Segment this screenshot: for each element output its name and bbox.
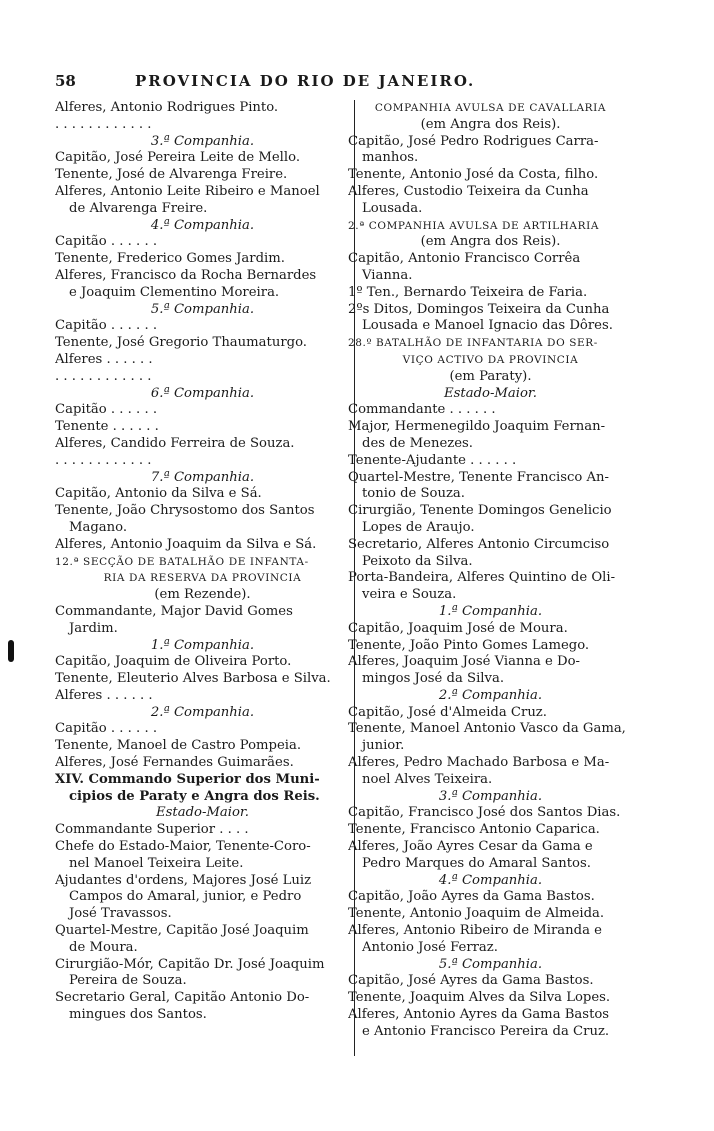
text-line: COMPANHIA AVULSA DE CAVALLARIA [374,102,607,114]
text-line: Estado-Maior. [444,385,537,401]
right-column [348,100,633,1041]
text-line: Pereira de Souza. [69,973,187,989]
text-line: Tenente, José Gregorio Thaumaturgo. [55,335,307,351]
text-line: Commandante, Major David Gomes [55,603,293,619]
text-line: Tenente, Antonio José da Costa, filho. [348,167,599,183]
page-title: PROVINCIA DO RIO DE JANEIRO. [135,72,476,90]
running-header [55,72,655,96]
text-line: Capitão, José Pereira Leite de Mello. [55,150,301,166]
text-line: Alferes, Candido Ferreira de Souza. [55,435,295,451]
text-line: Secretario Geral, Capitão Antonio Do- [55,990,310,1006]
text-line: Lousada e Manoel Ignacio das Dôres. [362,318,613,334]
text-line: tonio de Souza. [362,486,465,502]
text-line: Jardim. [69,620,118,636]
text-line: nel Manoel Teixeira Leite. [69,855,244,871]
text-line: Tenente, João Pinto Gomes Lamego. [348,637,590,653]
text-line: (em Angra dos Reis). [420,234,561,250]
text-line: Vianna. [362,267,413,283]
text-line: Quartel-Mestre, Tenente Francisco An- [348,469,609,485]
text-line: Alferes, João Ayres Cesar da Gama e [348,839,593,855]
text-line: Alferes, José Fernandes Guimarães. [55,755,294,771]
text-line: cipios de Paraty e Angra dos Reis. [69,788,320,804]
text-line: XIV. Commando Superior dos Muni- [55,771,320,787]
text-line: Quartel-Mestre, Capitão José Joaquim [55,923,309,939]
text-line: . . . . . . . . . . . . [55,116,152,132]
text-line: noel Alves Teixeira. [362,771,493,787]
text-line: Alferes, Pedro Machado Barbosa e Ma- [348,755,610,771]
text-line: 7.ª Companhia. [150,469,255,485]
text-line: Alferes, Francisco da Rocha Bernardes [55,267,317,283]
text-line: Secretario, Alferes Antonio Circumciso [348,536,610,552]
text-line: Capitão, Joaquim José de Moura. [348,620,568,636]
text-line: (em Angra dos Reis). [420,116,561,132]
text-line: Alferes, Antonio Ribeiro de Miranda e [348,923,602,939]
text-line: Tenente, Frederico Gomes Jardim. [55,251,285,267]
text-line: Capitão, João Ayres da Gama Bastos. [348,889,595,905]
text-line: RIA DA RESERVA DA PROVINCIA [103,572,302,585]
text-line: 2.ª Companhia. [438,687,543,703]
text-line: Tenente, Manoel Antonio Vasco da Gama, [348,721,626,737]
text-line: junior. [362,738,405,754]
text-line: 1º Ten., Bernardo Teixeira de Faria. [348,284,588,300]
text-line: Capitão, Antonio da Silva e Sá. [55,486,262,502]
text-line: 2.ª Companhia. [150,704,255,720]
text-line: Alferes, Antonio Leite Ribeiro e Manoel [55,183,320,199]
text-line: e Joaquim Clementino Moreira. [69,284,280,300]
text-line: Tenente, João Chrysostomo dos Santos [55,503,315,519]
text-line: (em Rezende). [154,587,251,603]
text-line: Tenente, Manoel de Castro Pompeia. [55,738,302,754]
text-line: Pedro Marques do Amaral Santos. [362,855,591,871]
text-line: de Alvarenga Freire. [69,200,208,216]
text-line: Alferes, Antonio Ayres da Gama Bastos [348,1007,610,1023]
text-line: Magano. [69,519,128,535]
text-line: Capitão . . . . . . [55,234,158,250]
text-line: Lopes de Araujo. [362,519,475,535]
text-line: 2ºs Ditos, Domingos Teixeira da Cunha [348,301,610,317]
text-line: 3.ª Companhia. [438,788,543,804]
text-line: 6.ª Companhia. [150,385,255,401]
text-line: Cirurgião-Mór, Capitão Dr. José Joaquim [55,956,325,972]
text-line: Campos do Amaral, junior, e Pedro [69,889,302,905]
text-line: Lousada. [362,200,423,216]
text-line: Capitão, Antonio Francisco Corrêa [348,251,581,267]
margin-mark [8,640,14,662]
text-line: José Travassos. [69,906,172,922]
text-line: Major, Hermenegildo Joaquim Fernan- [348,419,606,435]
text-line: 2.ª COMPANHIA AVULSA DE ARTILHARIA [348,219,600,232]
text-line: 3.ª Companhia. [150,133,255,149]
text-line: Capitão . . . . . . [55,402,158,418]
left-column [55,100,350,1024]
text-line: Peixoto da Silva. [362,553,473,569]
text-line: Tenente . . . . . . [55,419,159,435]
text-line: e Antonio Francisco Pereira da Cruz. [362,1023,610,1039]
text-line: Alferes, Custodio Teixeira da Cunha [348,183,589,199]
text-line: Tenente, Francisco Antonio Caparica. [348,822,600,838]
text-line: Tenente, José de Alvarenga Freire. [55,167,288,183]
text-line: . . . . . . . . . . . . [55,368,152,384]
text-line: Tenente-Ajudante . . . . . . [348,452,517,468]
text-line: Alferes, Joaquim José Vianna e Do- [348,654,580,670]
text-line: Estado-Maior. [156,805,249,821]
text-line: Alferes . . . . . . [55,687,153,703]
text-line: 12.ª SECÇÃO DE BATALHÃO DE INFANTA- [55,555,309,568]
text-line: veira e Souza. [362,587,457,603]
text-line: Tenente, Joaquim Alves da Silva Lopes. [348,990,611,1006]
text-line: Tenente, Antonio Joaquim de Almeida. [348,906,605,922]
text-line: Ajudantes d'ordens, Majores José Luiz [55,872,312,888]
text-line: Capitão . . . . . . [55,318,158,334]
text-line: des de Menezes. [362,435,473,451]
text-line: Capitão, José d'Almeida Cruz. [348,704,547,720]
text-line: 5.ª Companhia. [438,956,543,972]
text-line: Commandante . . . . . . [348,402,496,418]
text-line: Capitão, José Pedro Rodrigues Carra- [348,133,599,149]
text-line: mingos José da Silva. [362,671,505,687]
text-line: Capitão . . . . . . [55,721,158,737]
text-line: Capitão, José Ayres da Gama Bastos. [348,973,594,989]
text-line: mingues dos Santos. [69,1007,207,1023]
text-line: Alferes . . . . . . [55,351,153,367]
text-line: Capitão, Joaquim de Oliveira Porto. [55,654,292,670]
text-line: 1.ª Companhia. [438,603,543,619]
text-line: 4.ª Companhia. [150,217,255,233]
text-line: 28.º BATALHÃO DE INFANTARIA DO SER- [348,337,598,350]
text-line: Cirurgião, Tenente Domingos Genelicio [348,503,612,519]
text-line: (em Paraty). [449,368,532,384]
text-line: Alferes, Antonio Rodrigues Pinto. [55,100,279,115]
text-line: Alferes, Antonio Joaquim da Silva e Sá. [55,536,317,552]
text-line: de Moura. [69,939,138,955]
text-line: manhos. [362,150,419,166]
text-line: Chefe do Estado-Maior, Tenente-Coro- [55,839,311,855]
text-line: Antonio José Ferraz. [362,939,498,955]
text-line: Porta-Bandeira, Alferes Quintino de Oli- [348,570,616,586]
text-line: VIÇO ACTIVO DA PROVINCIA [402,353,579,366]
text-line: Tenente, Eleuterio Alves Barbosa e Silva. [55,671,331,687]
text-line: Commandante Superior . . . . [55,822,249,838]
page-number: 58 [55,72,76,90]
text-line: 1.ª Companhia. [150,637,255,653]
text-line: Capitão, Francisco José dos Santos Dias. [348,805,621,821]
text-line: 5.ª Companhia. [150,301,255,317]
text-line: 4.ª Companhia. [438,872,543,888]
text-line: . . . . . . . . . . . . [55,452,152,468]
